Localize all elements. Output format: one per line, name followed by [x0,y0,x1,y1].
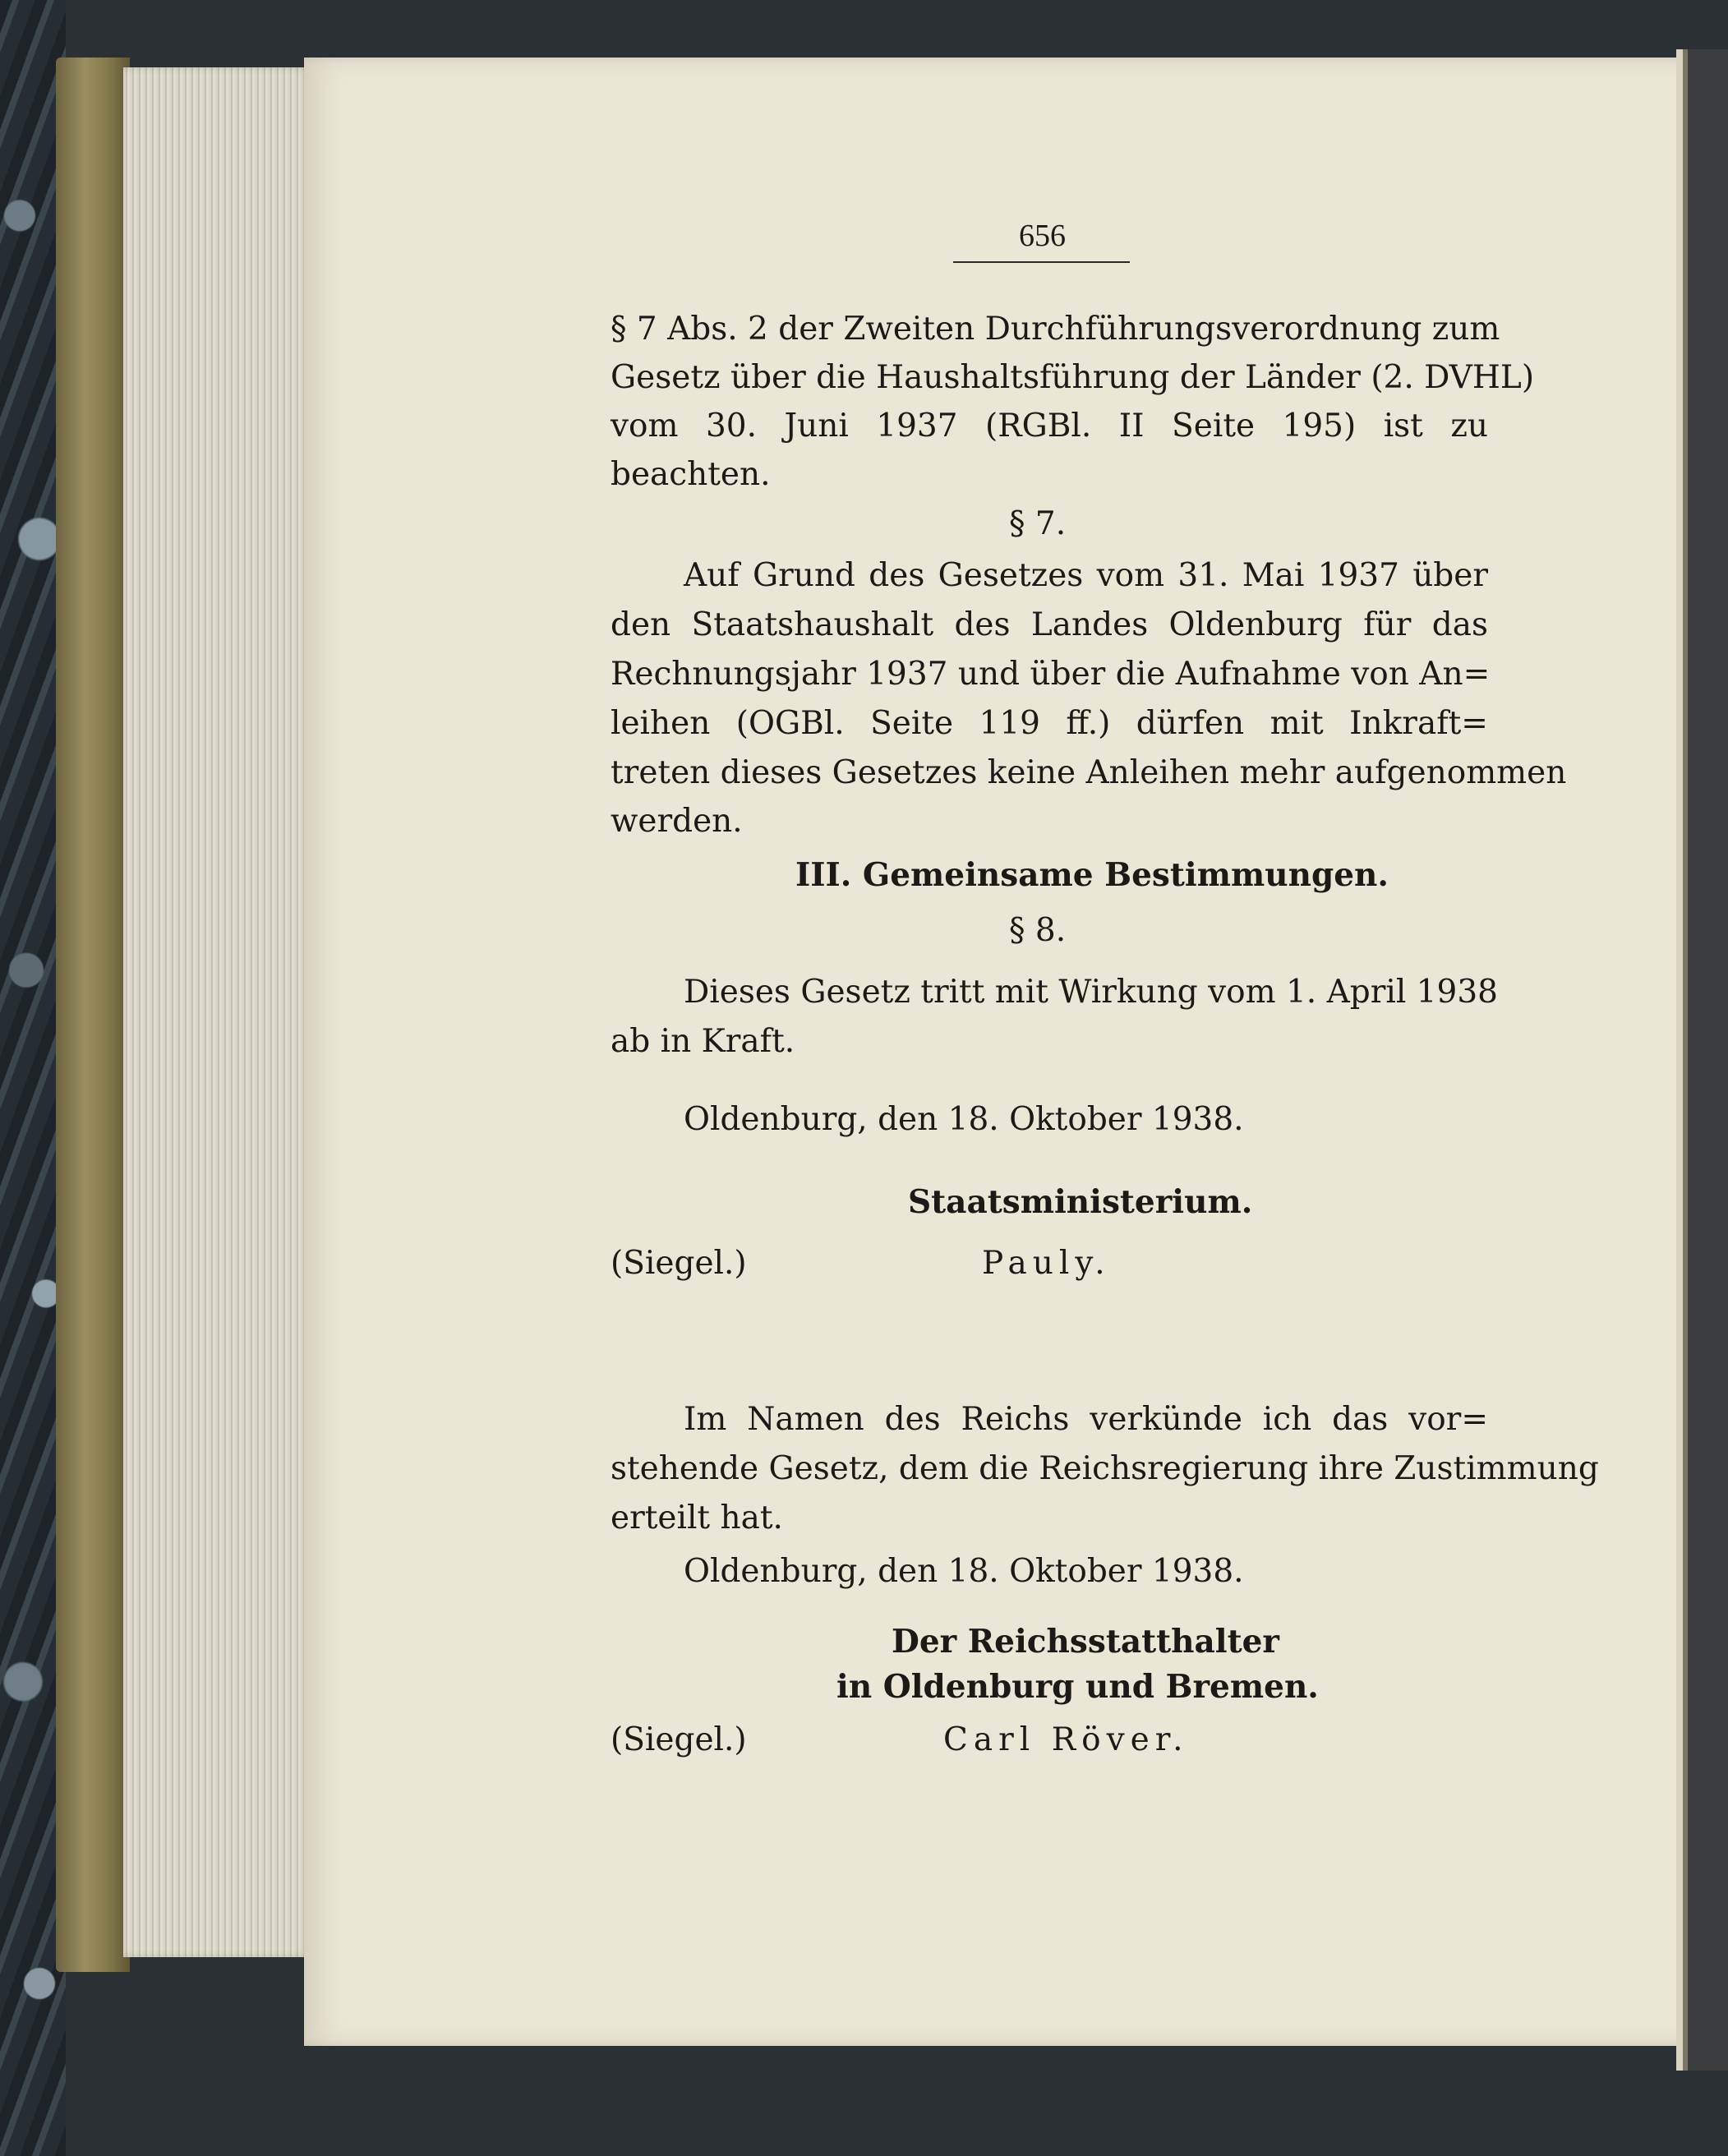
seal-1: (Siegel.) [611,1245,747,1282]
para3-line-1: Dieses Gesetz tritt mit Wirkung vom 1. April 1938 [684,974,1498,1011]
signatory-2-name: Carl Röver. [943,1721,1189,1758]
para4-line-3: erteilt hat. [611,1500,783,1536]
signatory-1-org: Staatsministerium. [908,1183,1253,1221]
para1-line-2: Gesetz über die Haushaltsführung der Länder (2. DVHL) [611,359,1535,396]
para1-line-4: beachten. [611,456,771,493]
para2-line-6: werden. [611,803,743,840]
section-8-heading: § 8. [1009,912,1067,949]
para4-line-1: Im Namen des Reichs verkünde ich das vor= [684,1401,1488,1438]
date-line-1: Oldenburg, den 18. Oktober 1938. [684,1101,1244,1138]
signatory-2-title-line-1: Der Reichsstatthalter [892,1623,1279,1661]
para1-line-3: vom 30. Juni 1937 (RGBl. II Seite 195) ist zu [611,408,1488,445]
section-7-heading: § 7. [1009,505,1067,542]
signatory-2-title-line-2: in Oldenburg und Bremen. [836,1668,1319,1706]
para2-line-2: den Staatshaushalt des Landes Oldenburg für das [611,606,1488,643]
para2-line-1: Auf Grund des Gesetzes vom 31. Mai 1937 über [684,557,1488,594]
part-3-heading: III. Gemeinsame Bestimmungen. [795,856,1389,894]
date-line-2: Oldenburg, den 18. Oktober 1938. [684,1553,1244,1590]
para3-line-2: ab in Kraft. [611,1023,795,1060]
signatory-1-name: Pauly. [982,1245,1111,1282]
page-block-edges [123,67,312,1957]
para2-line-4: leihen (OGBl. Seite 119 ff.) dürfen mit Inkraft= [611,705,1488,742]
para2-line-3: Rechnungsjahr 1937 und über die Aufnahme von An= [611,656,1491,693]
facing-page-edge [1676,49,1728,2071]
cloth-spine [56,58,130,1972]
para1-line-1: § 7 Abs. 2 der Zweiten Durchführungsverordnung zum [611,311,1500,348]
page-number: 656 [1019,219,1066,253]
para2-line-5: treten dieses Gesetzes keine Anleihen mehr aufgenommen [611,754,1567,791]
seal-2: (Siegel.) [611,1721,747,1758]
para4-line-2: stehende Gesetz, dem die Reichsregierung ihre Zustimmung [611,1450,1599,1487]
page-number-rule [953,261,1130,263]
